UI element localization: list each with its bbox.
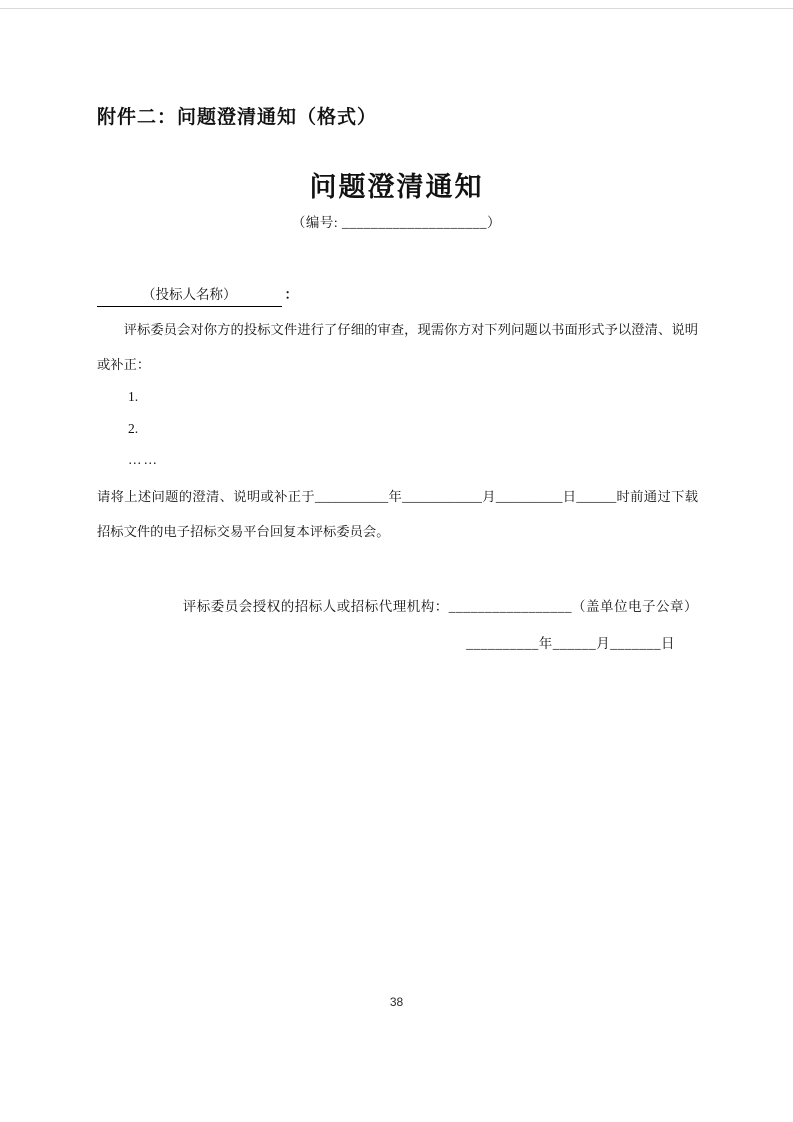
attachment-heading: 附件二：问题澄清通知（格式） [97,107,378,128]
number-line: （编号: ____________________） [291,215,502,230]
clarification-item-1: 1. [128,389,139,404]
date-line: __________年______月_______日 [466,636,675,651]
clarification-item-ellipsis: …… [128,452,159,467]
deadline-paragraph: 请将上述问题的澄清、说明或补正于___________年____________月__________日______时前通过下载招标文件的电子招标交易平台回复本评标委员会。 [97,489,698,539]
document-title: 问题澄清通知 [309,172,484,202]
page-edge-divider [0,8,793,9]
bidder-name-blank: （投标人名称） [97,283,282,307]
bidder-name-colon: ： [284,287,298,302]
page-number: 38 [389,995,404,1009]
signature-line: 评标委员会授权的招标人或招标代理机构：_________________（盖单位电子公章） [182,599,698,614]
bidder-name-line [97,283,298,307]
clarification-item-2: 2. [128,421,139,436]
intro-paragraph: 评标委员会对你方的投标文件进行了仔细的审查，现需你方对下列问题以书面形式予以澄清、说明或补正： [97,322,698,372]
